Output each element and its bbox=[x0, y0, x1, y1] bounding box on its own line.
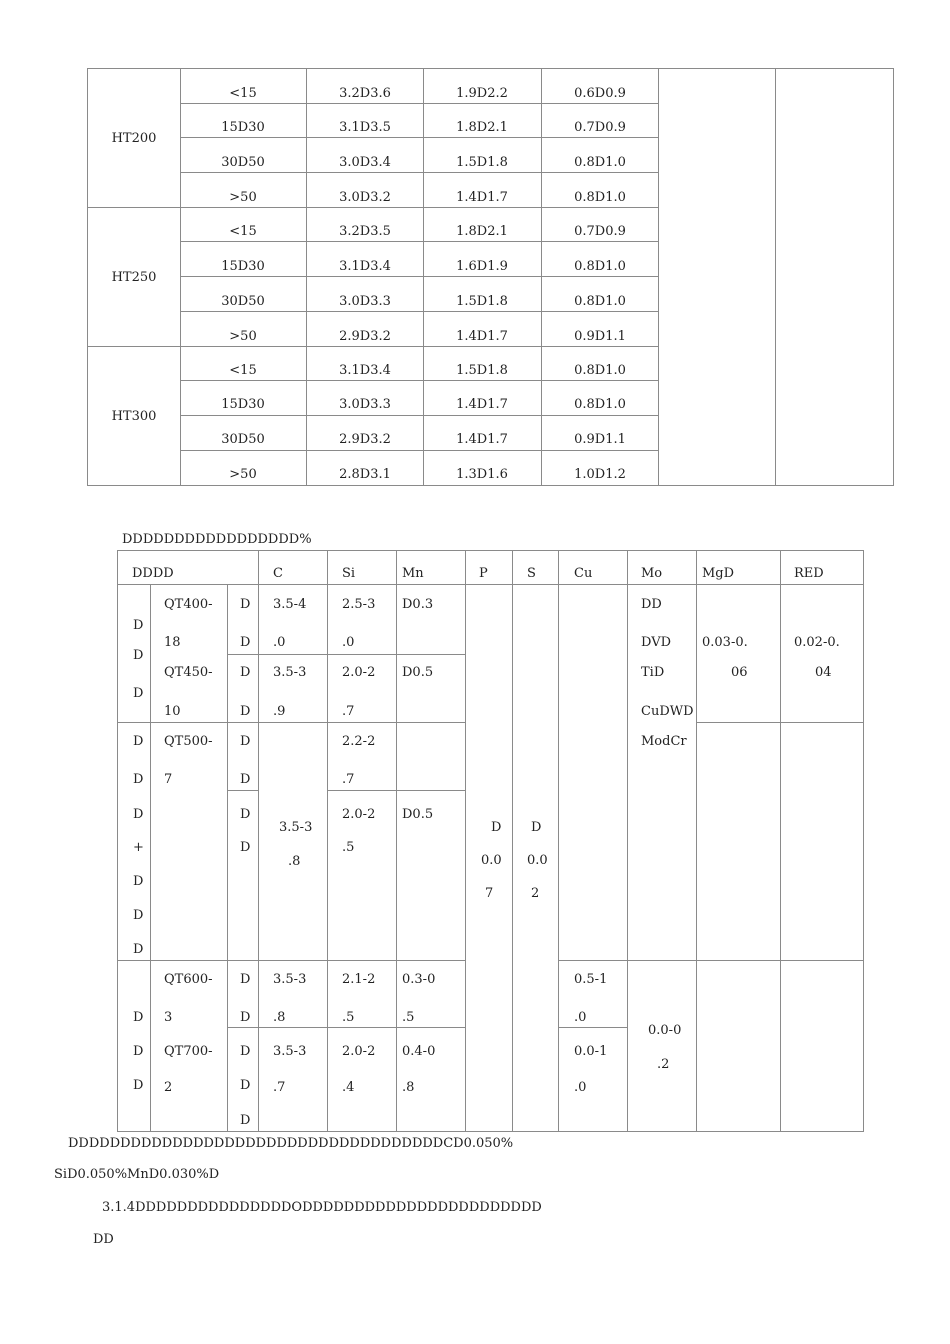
silicon-cell: .7 bbox=[342, 772, 355, 787]
structure-cell: D bbox=[240, 665, 251, 680]
manganese-cell: 0.8D1.0 bbox=[574, 363, 626, 378]
thickness-cell: <15 bbox=[229, 86, 257, 101]
structure-cell: D bbox=[240, 1010, 251, 1025]
header-cell: RED bbox=[794, 566, 824, 581]
manganese-cell: 1.0D1.2 bbox=[574, 467, 626, 482]
manganese-cell: 0.9D1.1 bbox=[574, 432, 626, 447]
copper-cell: .0 bbox=[574, 1080, 587, 1095]
silicon-cell: 1.4D1.7 bbox=[456, 190, 508, 205]
manganese-cell: .8 bbox=[402, 1080, 415, 1095]
manganese-cell: 0.8D1.0 bbox=[574, 259, 626, 274]
copper-cell: .0 bbox=[574, 1010, 587, 1025]
header-cell: P bbox=[479, 566, 488, 581]
carbon-cell: 3.1D3.5 bbox=[339, 120, 391, 135]
thickness-cell: >50 bbox=[229, 467, 257, 482]
type-cell: D bbox=[133, 1010, 144, 1025]
carbon-cell: 2.9D3.2 bbox=[339, 329, 391, 344]
silicon-cell: 2.5-3 bbox=[342, 597, 376, 612]
table1-border-bottom bbox=[87, 485, 893, 486]
carbon-cell: 3.5-3 bbox=[279, 820, 313, 835]
type-cell: D bbox=[133, 942, 144, 957]
silicon-cell: 1.8D2.1 bbox=[456, 120, 508, 135]
header-cell: DDDD bbox=[132, 566, 174, 581]
section-heading: 3.1.4DDDDDDDDDDDDDDDODDDDDDDDDDDDDDDDDDDDDDD bbox=[102, 1200, 542, 1215]
carbon-cell: 3.5-3 bbox=[273, 665, 307, 680]
header-cell: Cu bbox=[574, 566, 593, 581]
manganese-cell: 0.8D1.0 bbox=[574, 294, 626, 309]
header-cell: MgD bbox=[702, 566, 735, 581]
table1-border-right bbox=[893, 68, 894, 486]
carbon-cell: 3.0D3.2 bbox=[339, 190, 391, 205]
structure-cell: D bbox=[240, 807, 251, 822]
manganese-cell: 0.7D0.9 bbox=[574, 224, 626, 239]
re-cell: 04 bbox=[815, 665, 832, 680]
silicon-cell: .4 bbox=[342, 1080, 355, 1095]
carbon-cell: 3.5-4 bbox=[273, 597, 307, 612]
mg-cell: 06 bbox=[731, 665, 748, 680]
silicon-cell: 1.6D1.9 bbox=[456, 259, 508, 274]
manganese-cell: 0.9D1.1 bbox=[574, 329, 626, 344]
structure-cell: D bbox=[240, 972, 251, 987]
manganese-cell: 0.8D1.0 bbox=[574, 190, 626, 205]
silicon-cell: .7 bbox=[342, 704, 355, 719]
carbon-cell: 3.5-3 bbox=[273, 1044, 307, 1059]
carbon-cell: 3.5-3 bbox=[273, 972, 307, 987]
grade-cell: QT400- bbox=[164, 597, 213, 612]
silicon-cell: .0 bbox=[342, 635, 355, 650]
thickness-cell: 15D30 bbox=[221, 397, 265, 412]
manganese-cell: .5 bbox=[402, 1010, 415, 1025]
manganese-cell: D0.5 bbox=[402, 665, 434, 680]
structure-cell: D bbox=[240, 1078, 251, 1093]
grade-cell: 7 bbox=[164, 772, 173, 787]
silicon-cell: 2.0-2 bbox=[342, 1044, 376, 1059]
silicon-cell: 1.3D1.6 bbox=[456, 467, 508, 482]
grade-label: HT300 bbox=[111, 409, 157, 424]
manganese-cell: 0.3-0 bbox=[402, 972, 436, 987]
type-cell: D bbox=[133, 807, 144, 822]
phosphorus-cell: 7 bbox=[485, 886, 494, 901]
silicon-cell: 1.5D1.8 bbox=[456, 363, 508, 378]
manganese-cell: 0.6D0.9 bbox=[574, 86, 626, 101]
carbon-cell: .8 bbox=[273, 1010, 286, 1025]
mo-cell: DD bbox=[641, 597, 662, 612]
silicon-cell: 1.4D1.7 bbox=[456, 329, 508, 344]
silicon-cell: 1.5D1.8 bbox=[456, 155, 508, 170]
paragraph-line: DD bbox=[93, 1232, 114, 1247]
grade-cell: 10 bbox=[164, 704, 181, 719]
copper-cell: 0.5-1 bbox=[574, 972, 608, 987]
silicon-cell: 1.9D2.2 bbox=[456, 86, 508, 101]
carbon-cell: 2.8D3.1 bbox=[339, 467, 391, 482]
structure-cell: D bbox=[240, 734, 251, 749]
structure-cell: D bbox=[240, 772, 251, 787]
type-cell: D bbox=[133, 734, 144, 749]
type-cell: D bbox=[133, 648, 144, 663]
structure-cell: D bbox=[240, 1044, 251, 1059]
silicon-cell: .5 bbox=[342, 1010, 355, 1025]
manganese-cell: D0.3 bbox=[402, 597, 434, 612]
carbon-cell: .7 bbox=[273, 1080, 286, 1095]
silicon-cell: 2.2-2 bbox=[342, 734, 376, 749]
structure-cell: D bbox=[240, 1113, 251, 1128]
thickness-cell: 15D30 bbox=[221, 259, 265, 274]
carbon-cell: 3.1D3.4 bbox=[339, 259, 391, 274]
grade-label: HT200 bbox=[111, 131, 157, 146]
mo-cell: TiD bbox=[641, 665, 665, 680]
mo-cell: .2 bbox=[657, 1057, 670, 1072]
type-cell: D bbox=[133, 908, 144, 923]
grade-cell: QT450- bbox=[164, 665, 213, 680]
thickness-cell: >50 bbox=[229, 190, 257, 205]
header-cell: Mn bbox=[402, 566, 424, 581]
grade-cell: 2 bbox=[164, 1080, 173, 1095]
manganese-cell: 0.4-0 bbox=[402, 1044, 436, 1059]
silicon-cell: 1.5D1.8 bbox=[456, 294, 508, 309]
header-cell: Mo bbox=[641, 566, 663, 581]
structure-cell: D bbox=[240, 597, 251, 612]
header-cell: Si bbox=[342, 566, 356, 581]
carbon-cell: 3.1D3.4 bbox=[339, 363, 391, 378]
carbon-cell: .0 bbox=[273, 635, 286, 650]
thickness-cell: 30D50 bbox=[221, 432, 265, 447]
grade-cell: QT600- bbox=[164, 972, 213, 987]
table2-caption: DDDDDDDDDDDDDDDDD% bbox=[122, 532, 312, 547]
manganese-cell: 0.8D1.0 bbox=[574, 397, 626, 412]
thickness-cell: >50 bbox=[229, 329, 257, 344]
sulfur-cell: 2 bbox=[531, 886, 540, 901]
phosphorus-cell: D bbox=[491, 820, 502, 835]
paragraph-line: SiD0.050%MnD0.030%D bbox=[54, 1167, 220, 1182]
grade-label: HT250 bbox=[111, 270, 157, 285]
copper-cell: 0.0-1 bbox=[574, 1044, 608, 1059]
grade-cell: QT500- bbox=[164, 734, 213, 749]
silicon-cell: 1.8D2.1 bbox=[456, 224, 508, 239]
silicon-cell: 1.4D1.7 bbox=[456, 432, 508, 447]
structure-cell: D bbox=[240, 840, 251, 855]
mo-cell: DVD bbox=[641, 635, 672, 650]
table1-border-top bbox=[87, 68, 893, 69]
type-cell: D bbox=[133, 874, 144, 889]
grade-cell: QT700- bbox=[164, 1044, 213, 1059]
carbon-cell: 3.0D3.4 bbox=[339, 155, 391, 170]
mo-cell: ModCr bbox=[641, 734, 687, 749]
type-cell: + bbox=[133, 840, 144, 855]
carbon-cell: 3.0D3.3 bbox=[339, 397, 391, 412]
carbon-cell: .8 bbox=[288, 854, 301, 869]
structure-cell: D bbox=[240, 635, 251, 650]
thickness-cell: <15 bbox=[229, 363, 257, 378]
silicon-cell: 1.4D1.7 bbox=[456, 397, 508, 412]
grade-cell: 18 bbox=[164, 635, 181, 650]
grade-cell: 3 bbox=[164, 1010, 173, 1025]
re-cell: 0.02-0. bbox=[794, 635, 840, 650]
thickness-cell: 15D30 bbox=[221, 120, 265, 135]
silicon-cell: 2.1-2 bbox=[342, 972, 376, 987]
manganese-cell: D0.5 bbox=[402, 807, 434, 822]
header-cell: S bbox=[527, 566, 536, 581]
carbon-cell: 3.0D3.3 bbox=[339, 294, 391, 309]
table1-border-left bbox=[87, 68, 88, 486]
type-cell: D bbox=[133, 1044, 144, 1059]
manganese-cell: 0.7D0.9 bbox=[574, 120, 626, 135]
structure-cell: D bbox=[240, 704, 251, 719]
thickness-cell: 30D50 bbox=[221, 155, 265, 170]
sulfur-cell: 0.0 bbox=[527, 853, 548, 868]
type-cell: D bbox=[133, 772, 144, 787]
carbon-cell: 2.9D3.2 bbox=[339, 432, 391, 447]
carbon-cell: 3.2D3.5 bbox=[339, 224, 391, 239]
type-cell: D bbox=[133, 686, 144, 701]
silicon-cell: 2.0-2 bbox=[342, 807, 376, 822]
header-cell: C bbox=[273, 566, 283, 581]
type-cell: D bbox=[133, 618, 144, 633]
thickness-cell: 30D50 bbox=[221, 294, 265, 309]
manganese-cell: 0.8D1.0 bbox=[574, 155, 626, 170]
mo-cell: CuDWD bbox=[641, 704, 694, 719]
sulfur-cell: D bbox=[531, 820, 542, 835]
type-cell: D bbox=[133, 1078, 144, 1093]
silicon-cell: 2.0-2 bbox=[342, 665, 376, 680]
paragraph-line: DDDDDDDDDDDDDDDDDDDDDDDDDDDDDDDDDDDDCD0.050% bbox=[68, 1136, 514, 1151]
silicon-cell: .5 bbox=[342, 840, 355, 855]
thickness-cell: <15 bbox=[229, 224, 257, 239]
carbon-cell: .9 bbox=[273, 704, 286, 719]
carbon-cell: 3.2D3.6 bbox=[339, 86, 391, 101]
phosphorus-cell: 0.0 bbox=[481, 853, 502, 868]
mo-cell: 0.0-0 bbox=[648, 1023, 682, 1038]
mg-cell: 0.03-0. bbox=[702, 635, 748, 650]
